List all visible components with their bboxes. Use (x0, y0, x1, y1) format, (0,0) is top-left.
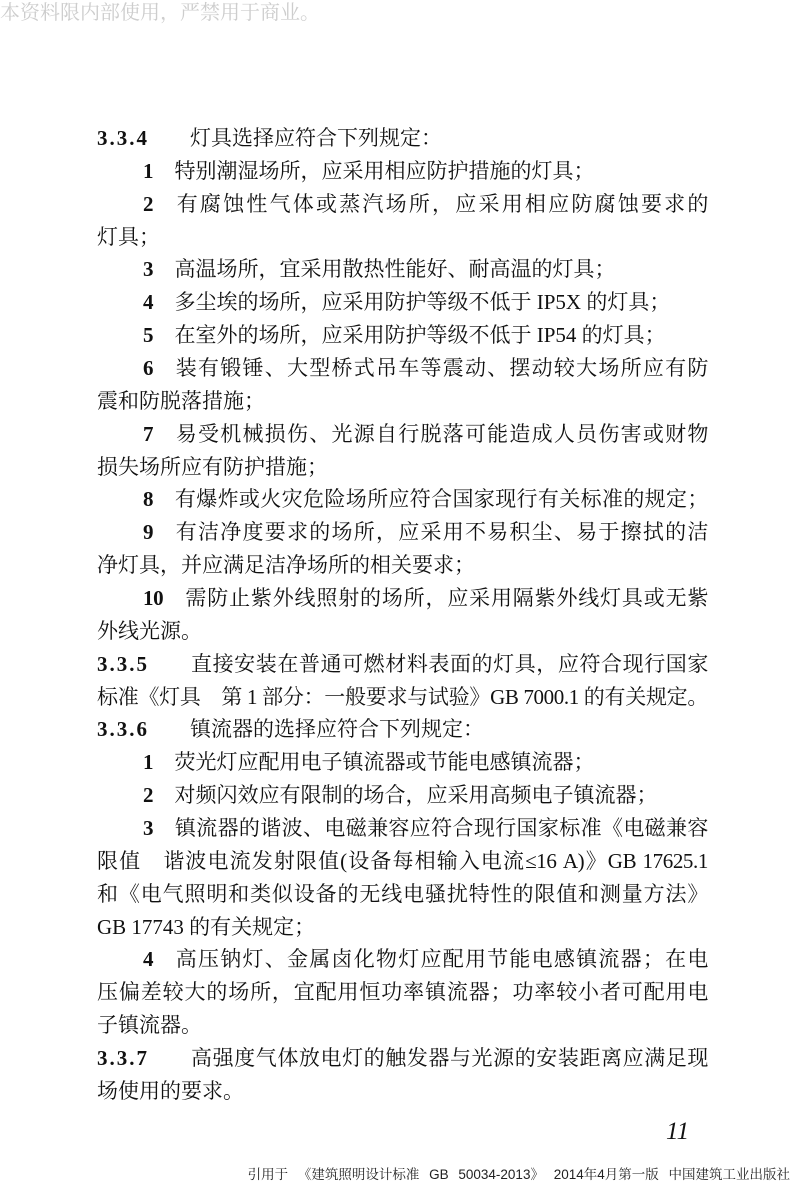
item-number: 10 (143, 586, 164, 611)
clause-3-3-4-item-10-continuation: 外线光源。 (97, 618, 202, 643)
clause-3-3-4-item-7 (97, 418, 708, 451)
item-number: 5 (143, 323, 154, 348)
document-body (97, 122, 708, 1108)
page-number: 11 (666, 1118, 690, 1145)
item-number: 2 (143, 191, 154, 216)
item-number: 9 (143, 520, 154, 545)
item-number: 8 (143, 487, 154, 512)
clause-3-3-5-heading (97, 648, 708, 681)
item-number: 3 (143, 257, 154, 282)
clause-text: 直接安装在普通可燃材料表面的灯具，应符合现行国家 (190, 651, 708, 676)
clause-3-3-6-item-3-continuation-2: 和《电气照明和类似设备的无线电骚扰特性的限值和测量方法》 (97, 881, 708, 906)
clause-3-3-4-item-6 (97, 352, 708, 385)
item-text: 在室外的场所，应采用防护等级不低于 IP54 的灯具； (174, 323, 666, 348)
clause-3-3-4-item-4 (97, 286, 708, 319)
item-text: 装有锻锤、大型桥式吊车等震动、摆动较大场所应有防 (174, 356, 708, 381)
item-text: 有腐蚀性气体或蒸汽场所，应采用相应防腐蚀要求的 (174, 191, 708, 216)
clause-3-3-4-item-9 (97, 516, 708, 549)
clause-3-3-6-item-3-continuation-3: GB 17743 的有关规定； (97, 914, 316, 939)
clause-3-3-4-item-5 (97, 319, 708, 352)
clause-3-3-6-item-1 (97, 746, 708, 779)
item-text: 易受机械损伤、光源自行脱落可能造成人员伤害或财物 (174, 421, 708, 446)
item-text: 高温场所，宜采用散热性能好、耐高温的灯具； (174, 257, 616, 282)
clause-3-3-6-item-2 (97, 779, 708, 812)
clause-number: 3.3.4 (97, 126, 149, 150)
item-number: 2 (143, 783, 154, 808)
clause-title: 镇流器的选择应符合下列规定： (190, 717, 484, 742)
item-text: 需防止紫外线照射的场所，应采用隔紫外线灯具或无紫 (184, 586, 708, 611)
clause-3-3-4-item-1 (97, 155, 708, 188)
clause-3-3-7-continuation: 场使用的要求。 (97, 1078, 244, 1103)
clause-3-3-6-item-4 (97, 943, 708, 976)
clause-3-3-4-item-3 (97, 253, 708, 286)
item-text: 荧光灯应配用电子镇流器或节能电感镇流器； (174, 750, 595, 775)
clause-3-3-6-item-4-continuation-1: 压偏差较大的场所，宜配用恒功率镇流器；功率较小者可配用电 (97, 980, 708, 1005)
clause-3-3-4-item-2 (97, 188, 708, 221)
clause-number: 3.3.5 (97, 651, 149, 676)
item-number: 6 (143, 356, 154, 381)
clause-3-3-4-item-6-continuation: 震和防脱落措施； (97, 388, 265, 413)
clause-3-3-4-item-2-continuation: 灯具； (97, 224, 160, 249)
clause-3-3-7-heading (97, 1042, 708, 1075)
clause-3-3-4-item-9-continuation: 净灯具，并应满足洁净场所的相关要求； (97, 553, 475, 578)
clause-3-3-6-item-3-continuation-1: 限值 谐波电流发射限值(设备每相输入电流≤16 A)》GB 17625.1 (97, 848, 708, 873)
clause-number: 3.3.7 (97, 1046, 149, 1071)
item-text: 有洁净度要求的场所，应采用不易积尘、易于擦拭的洁 (174, 520, 708, 545)
clause-3-3-4-item-7-continuation: 损失场所应有防护措施； (97, 454, 328, 479)
item-text: 有爆炸或火灾危险场所应符合国家现行有关标准的规定； (174, 487, 708, 512)
item-number: 7 (143, 421, 154, 446)
item-number: 4 (143, 947, 154, 972)
clause-3-3-6-heading (97, 713, 708, 746)
clause-3-3-6-item-4-continuation-2: 子镇流器。 (97, 1013, 202, 1038)
item-number: 3 (143, 816, 154, 841)
clause-text: 高强度气体放电灯的触发器与光源的安装距离应满足现 (190, 1046, 708, 1071)
watermark-text: 本资料限内部使用，严禁用于商业。 (0, 2, 320, 24)
clause-3-3-4-item-10 (97, 582, 708, 615)
clause-3-3-4-item-8 (97, 483, 708, 516)
item-text: 高压钠灯、金属卤化物灯应配用节能电感镇流器；在电 (174, 947, 708, 972)
clause-title: 灯具选择应符合下列规定： (190, 126, 442, 150)
item-number: 1 (143, 750, 154, 775)
item-text: 特别潮湿场所，应采用相应防护措施的灯具； (174, 158, 595, 183)
item-text: 镇流器的谐波、电磁兼容应符合现行国家标准《电磁兼容 (174, 816, 708, 841)
clause-3-3-6-item-3 (97, 812, 708, 845)
citation-footer: 引用于 《建筑照明设计标准 GB 50034-2013》 2014年4月第一版 中国建筑工业出版社 (247, 1167, 790, 1182)
clause-number: 3.3.6 (97, 717, 149, 742)
item-text: 对频闪效应有限制的场合，应采用高频电子镇流器； (174, 783, 658, 808)
item-number: 1 (143, 158, 154, 183)
item-text: 多尘埃的场所，应采用防护等级不低于 IP5X 的灯具； (174, 290, 671, 315)
item-number: 4 (143, 290, 154, 315)
clause-3-3-4-heading (97, 122, 708, 155)
clause-3-3-5-continuation: 标准《灯具 第 1 部分：一般要求与试验》GB 7000.1 的有关规定。 (97, 684, 708, 709)
